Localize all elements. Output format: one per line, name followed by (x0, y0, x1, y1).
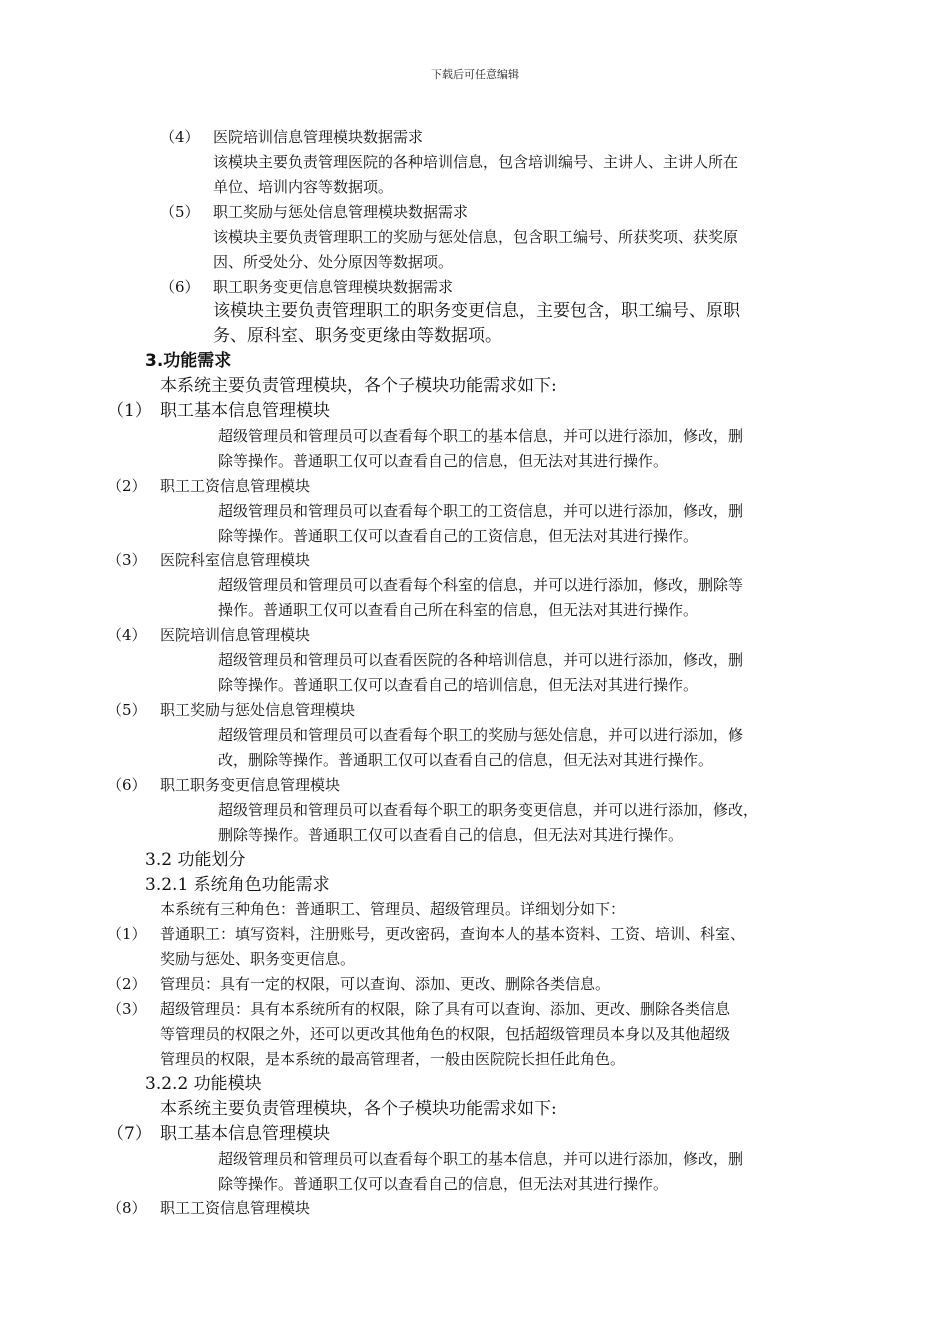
text-line: 职工职务变更信息管理模块 (160, 776, 341, 794)
text-line: 3.2 功能划分 (145, 850, 246, 870)
text-line: 职工奖励与惩处信息管理模块数据需求 (213, 203, 469, 221)
text-line: （2） (107, 477, 147, 495)
text-line: 本系统有三种角色：普通职工、管理员、超级管理员。详细划分如下： (160, 900, 626, 918)
text-line: （8） (107, 1199, 147, 1217)
text-line: 医院培训信息管理模块数据需求 (213, 128, 424, 146)
text-line: （3） (107, 551, 147, 569)
text-line: （6） (107, 776, 147, 794)
text-line: 管理员的权限，是本系统的最高管理者，一般由医院院长担任此角色。 (160, 1050, 626, 1068)
text-line: （6） (160, 278, 200, 296)
text-line: 删除等操作。普通职工仅可以查看自己的信息，但无法对其进行操作。 (218, 826, 684, 844)
text-line: 除等操作。普通职工仅可以查看自己的培训信息，但无法对其进行操作。 (218, 676, 699, 694)
text-line: 操作。普通职工仅可以查看自己所在科室的信息，但无法对其进行操作。 (218, 601, 699, 619)
text-line: 超级管理员和管理员可以查看每个职工的基本信息，并可以进行添加，修改，删 (218, 427, 744, 445)
text-line: 改，删除等操作。普通职工仅可以查看自己的信息，但无法对其进行操作。 (218, 751, 714, 769)
page-header: 下载后可任意编辑 (431, 68, 519, 81)
text-line: 职工奖励与惩处信息管理模块 (160, 701, 356, 719)
text-line: 职工基本信息管理模块 (160, 401, 330, 421)
text-line: 本系统主要负责管理模块，各个子模块功能需求如下: (160, 376, 557, 396)
text-line: 单位、培训内容等数据项。 (213, 178, 394, 196)
text-line: （4） (107, 626, 147, 644)
text-line: 超级管理员和管理员可以查看每个职工的工资信息，并可以进行添加，修改，删 (218, 502, 744, 520)
text-line: 职工工资信息管理模块 (160, 477, 311, 495)
text-line: 职工基本信息管理模块 (160, 1124, 330, 1144)
text-line: 该模块主要负责管理医院的各种培训信息，包含培训编号、主讲人、主讲人所在 (213, 153, 739, 171)
text-line: 医院科室信息管理模块 (160, 551, 311, 569)
text-line: 除等操作。普通职工仅可以查看自己的工资信息，但无法对其进行操作。 (218, 527, 699, 545)
text-line: 超级管理员和管理员可以查看每个职工的奖励与惩处信息，并可以进行添加，修 (218, 726, 744, 744)
text-line: 普通职工：填写资料，注册账号，更改密码，查询本人的基本资料、工资、培训、科室、 (160, 925, 746, 943)
text-line: （1） (107, 925, 147, 943)
text-line: 职工职务变更信息管理模块数据需求 (213, 278, 454, 296)
text-line: 职工工资信息管理模块 (160, 1199, 311, 1217)
text-line: 等管理员的权限之外，还可以更改其他角色的权限，包括超级管理员本身以及其他超级 (160, 1025, 731, 1043)
text-line: 医院培训信息管理模块 (160, 626, 311, 644)
text-line: （5） (160, 203, 200, 221)
text-line: 奖励与惩处、职务变更信息。 (160, 950, 356, 968)
text-line: （4） (160, 128, 200, 146)
text-line: （5） (107, 701, 147, 719)
text-line: （3） (107, 1000, 147, 1018)
text-line: 超级管理员和管理员可以查看每个职工的职务变更信息，并可以进行添加，修改， (218, 801, 759, 819)
text-line: 除等操作。普通职工仅可以查看自己的信息，但无法对其进行操作。 (218, 452, 669, 470)
text-line: 3.2.1 系统角色功能需求 (145, 875, 330, 895)
text-line: （7） (107, 1124, 152, 1144)
text-line: （2） (107, 975, 147, 993)
text-line: 3.2.2 功能模块 (145, 1074, 262, 1094)
text-line: 该模块主要负责管理职工的奖励与惩处信息，包含职工编号、所获奖项、获奖原 (213, 228, 739, 246)
text-line: 超级管理员和管理员可以查看每个科室的信息，并可以进行添加，修改，删除等 (218, 576, 744, 594)
text-line: （1） (107, 401, 152, 421)
text-line: 超级管理员：具有本系统所有的权限，除了具有可以查询、添加、更改、删除各类信息 (160, 1000, 731, 1018)
text-line: 超级管理员和管理员可以查看每个职工的基本信息，并可以进行添加，修改，删 (218, 1150, 744, 1168)
text-line: 因、所受处分、处分原因等数据项。 (213, 253, 454, 271)
text-line: 3.功能需求 (145, 351, 232, 371)
text-line: 管理员：具有一定的权限，可以查询、添加、更改、删除各类信息。 (160, 975, 611, 993)
text-line: 超级管理员和管理员可以查看医院的各种培训信息，并可以进行添加，修改，删 (218, 651, 744, 669)
text-line: 除等操作。普通职工仅可以查看自己的信息，但无法对其进行操作。 (218, 1175, 669, 1193)
text-line: 该模块主要负责管理职工的职务变更信息，主要包含，职工编号、原职 (213, 301, 740, 321)
text-line: 务、原科室、职务变更缘由等数据项。 (213, 326, 502, 346)
text-line: 本系统主要负责管理模块，各个子模块功能需求如下: (160, 1099, 557, 1119)
